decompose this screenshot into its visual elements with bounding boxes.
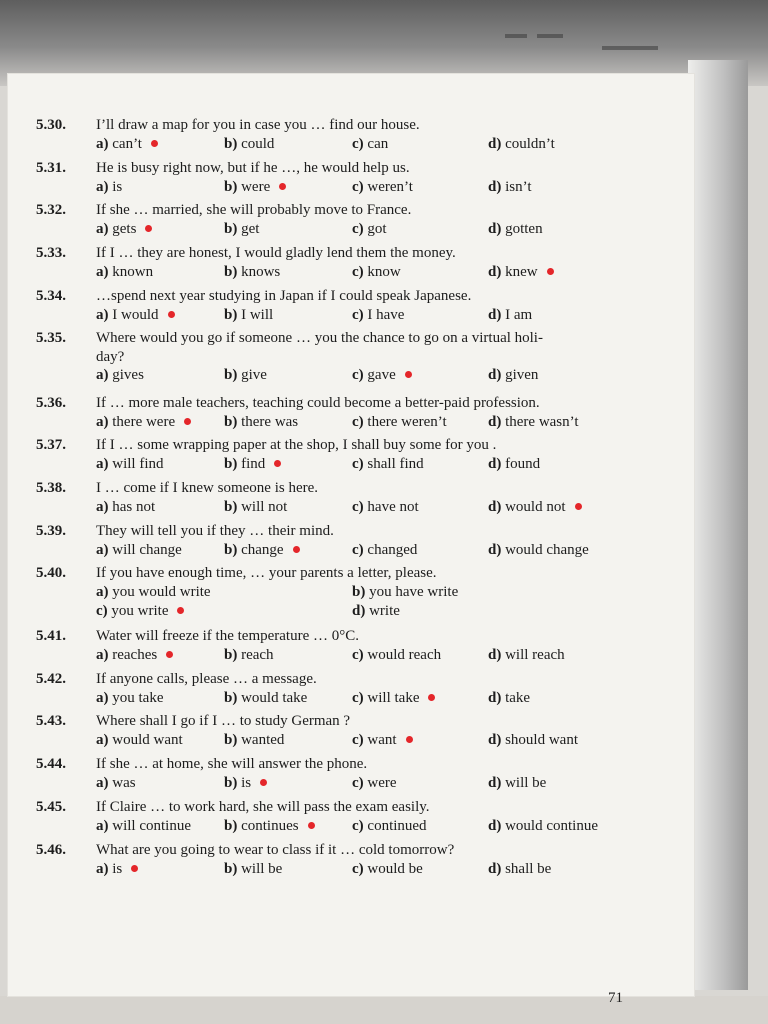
options-row [96,583,652,602]
question-number: 5.32. [36,202,66,218]
answer-option [96,178,122,197]
question-stem: If Claire … to work hard, she will pass the exam easily. [96,799,430,815]
answer-option [224,541,300,560]
option-text: has not [112,498,156,515]
answer-option [96,860,138,879]
option-letter: b) [352,583,366,600]
option-text: gives [112,367,144,383]
answer-option [352,689,435,708]
option-text: will change [112,541,182,558]
answer-mark-dot [405,371,412,378]
answer-option [96,366,144,385]
option-letter: c) [352,263,364,280]
options-row [96,220,652,239]
option-text: will take [367,689,420,706]
option-text: there wasn’t [505,413,579,430]
answer-option [488,455,540,474]
answer-option [488,860,551,879]
option-text: would take [241,689,308,706]
question-item [32,670,652,708]
answer-option [96,646,173,665]
option-letter: a) [96,774,109,791]
option-letter: b) [224,860,238,877]
question-number: 5.46. [36,842,66,858]
question-number: 5.34. [36,288,66,304]
option-text: gets [112,220,137,237]
answer-option [96,455,164,474]
option-letter: d) [488,220,502,237]
answer-mark-dot [260,779,267,786]
option-letter: c) [352,541,364,558]
option-text: reaches [112,646,158,663]
option-letter: b) [224,774,238,791]
option-text: write [369,602,400,619]
options-row [96,413,652,432]
answer-option [488,646,565,665]
option-text: is [241,774,252,791]
question-stem: What are you going to wear to class if it … cold tomorrow? [96,842,455,858]
answer-mark-dot [168,311,175,318]
option-text: would not [505,498,566,515]
option-letter: c) [352,498,364,515]
options-row [96,135,652,154]
question-number: 5.43. [36,713,66,729]
answer-option [96,602,184,621]
question-stem: If I … they are honest, I would gladly lend them the money. [96,245,456,261]
question-item [32,329,652,385]
option-text: there weren’t [367,413,447,430]
answer-option [352,413,447,432]
option-letter: c) [352,306,364,323]
option-letter: a) [96,583,109,600]
answer-option [488,263,554,282]
answer-option [488,178,532,197]
option-text: were [241,178,271,195]
option-text: found [505,455,541,472]
option-text: know [367,263,401,280]
option-text: will find [112,455,164,472]
option-letter: d) [488,306,502,323]
options-row [96,541,652,560]
answer-option [352,366,412,385]
question-number: 5.38. [36,480,66,496]
question-number: 5.35. [36,330,66,346]
option-letter: b) [224,413,238,430]
options-row [96,455,652,474]
question-number: 5.40. [36,565,66,581]
answer-option [96,817,191,836]
answer-option [224,263,280,282]
scan-header-artifact [505,34,527,38]
options-row [96,774,652,793]
answer-option [488,220,543,239]
question-number: 5.33. [36,245,66,261]
option-letter: d) [488,774,502,791]
option-letter: b) [224,178,238,195]
question-stem: If I … some wrapping paper at the shop, I shall buy some for you . [96,437,497,453]
question-stem: Water will freeze if the temperature … 0°C. [96,628,360,644]
option-letter: c) [352,220,364,237]
option-text: get [241,220,260,237]
answer-option [96,220,152,239]
option-letter: a) [96,689,109,706]
answer-option [96,413,191,432]
answer-option [224,306,273,325]
answer-mark-dot [279,183,286,190]
options-row [96,646,652,665]
option-letter: b) [224,367,238,383]
option-letter: d) [488,455,502,472]
question-item [32,841,652,879]
option-text: will not [241,498,288,515]
answer-option [352,860,423,879]
answer-mark-dot [151,140,158,147]
answer-option [488,689,530,708]
answer-mark-dot [406,736,413,743]
options-row [96,178,652,197]
answer-option [96,306,175,325]
option-letter: a) [96,178,109,195]
question-item [32,522,652,560]
option-letter: c) [352,817,364,834]
question-item [32,244,652,282]
answer-mark-dot [428,694,435,701]
answer-option [224,220,259,239]
option-text: would be [367,860,423,877]
question-stem: They will tell you if they … their mind. [96,523,334,539]
option-letter: c) [352,774,364,791]
options-row [96,817,652,836]
question-number: 5.42. [36,671,66,687]
answer-mark-dot [575,503,582,510]
question-item [32,755,652,793]
option-letter: d) [488,367,502,383]
answer-option [224,498,287,517]
answer-mark-dot [177,607,184,614]
option-letter: c) [352,413,364,430]
answer-option [352,541,417,560]
option-letter: a) [96,413,109,430]
option-letter: a) [96,731,109,748]
question-stem: If she … married, she will probably move to France. [96,202,412,218]
option-letter: a) [96,306,109,323]
option-letter: a) [96,263,109,280]
answer-option [96,689,163,708]
options-row [96,860,652,879]
options-row [96,498,652,517]
option-text: will continue [112,817,191,834]
answer-option [488,135,555,154]
answer-option [224,455,281,474]
option-letter: a) [96,220,109,237]
question-number: 5.41. [36,628,66,644]
answer-option [352,135,388,154]
option-letter: d) [488,731,502,748]
answer-option [96,263,153,282]
option-letter: a) [96,541,109,558]
options-row [96,306,652,325]
option-text: known [112,263,154,280]
answer-mark-dot [145,225,152,232]
question-stem: I … come if I knew someone is here. [96,480,319,496]
option-text: knows [241,263,281,280]
option-text: isn’t [505,178,532,195]
answer-option [224,817,315,836]
answer-mark-dot [131,865,138,872]
answer-option [224,774,267,793]
options-row [96,731,652,750]
answer-option [96,541,182,560]
option-letter: b) [224,306,238,323]
question-number: 5.30. [36,117,66,133]
option-text: is [112,860,123,877]
option-letter: b) [224,817,238,834]
answer-mark-dot [166,651,173,658]
question-stem: I’ll draw a map for you in case you … find our house. [96,117,420,133]
answer-option [488,306,532,325]
option-text: can [367,135,389,152]
answer-option [224,135,274,154]
question-item [32,436,652,474]
option-text: was [112,774,136,791]
question-item [32,627,652,665]
options-row [96,263,652,282]
option-letter: c) [352,135,364,152]
answer-option [352,498,419,517]
options-row [96,602,652,621]
option-text: given [505,367,539,383]
answer-mark-dot [308,822,315,829]
option-text: would want [112,731,183,748]
option-text: you have write [369,583,459,600]
answer-option [96,731,183,750]
answer-option [488,498,582,517]
answer-option [488,366,538,385]
question-item [32,287,652,325]
option-letter: b) [224,220,238,237]
answer-option [224,731,284,750]
option-text: will be [241,860,283,877]
book-page [8,74,694,1006]
option-text: there were [112,413,176,430]
answer-mark-dot [293,546,300,553]
option-letter: b) [224,731,238,748]
answer-option [352,774,397,793]
option-letter: a) [96,367,109,383]
scan-header-artifact [537,34,563,38]
option-text: shall find [367,455,424,472]
answer-option [224,413,298,432]
option-letter: d) [488,689,502,706]
option-letter: c) [352,455,364,472]
option-text: you would write [112,583,211,600]
answer-option [352,646,441,665]
answer-mark-dot [184,418,191,425]
answer-option [352,178,413,197]
option-text: I am [505,306,533,323]
answer-option [96,135,158,154]
option-letter: d) [488,646,502,663]
option-text: were [367,774,397,791]
option-text: give [241,367,267,383]
option-letter: b) [224,263,238,280]
answer-option [488,541,589,560]
options-row [96,689,652,708]
answer-option [96,774,136,793]
answer-option [96,498,155,517]
answer-option [224,689,307,708]
option-letter: c) [352,367,364,383]
option-text: I have [367,306,405,323]
answer-option [352,817,427,836]
option-letter: b) [224,498,238,515]
answer-option [96,583,211,602]
page-number: 71 [608,990,623,1006]
option-letter: c) [352,646,364,663]
question-item [32,201,652,239]
question-stem: day? [96,348,125,365]
option-letter: d) [488,413,502,430]
option-text: got [367,220,387,237]
answer-option [488,774,546,793]
option-text: I would [112,306,159,323]
question-number: 5.44. [36,756,66,772]
question-number: 5.36. [36,395,66,411]
option-text: want [367,731,397,748]
option-letter: a) [96,860,109,877]
answer-option [352,731,413,750]
question-number: 5.45. [36,799,66,815]
option-text: take [505,689,531,706]
option-letter: d) [488,860,502,877]
question-stem: If you have enough time, … your parents a letter, please. [96,565,437,581]
option-text: I will [241,306,274,323]
option-letter: c) [352,860,364,877]
option-letter: a) [96,817,109,834]
option-text: should want [505,731,579,748]
option-text: could [241,135,275,152]
question-item [32,394,652,432]
answer-option [224,178,286,197]
option-text: would continue [505,817,598,834]
option-text: would reach [367,646,442,663]
question-stem: Where would you go if someone … you the chance to go on a virtual holi- [96,330,543,346]
question-stem: He is busy right now, but if he …, he would help us. [96,160,410,176]
option-text: find [241,455,266,472]
question-item [32,564,652,621]
option-text: weren’t [367,178,413,195]
question-stem: If … more male teachers, teaching could become a better-paid profession. [96,395,540,411]
option-text: you take [112,689,164,706]
answer-option [352,263,401,282]
option-letter: b) [224,689,238,706]
answer-option [488,731,578,750]
option-letter: c) [352,731,364,748]
question-item [32,479,652,517]
question-stem: If anyone calls, please … a message. [96,671,317,687]
option-text: continued [367,817,427,834]
question-number: 5.31. [36,160,66,176]
option-letter: d) [488,135,502,152]
option-text: couldn’t [505,135,555,152]
question-number: 5.37. [36,437,66,453]
answer-option [224,860,282,879]
scan-bottom-edge [0,996,768,1024]
options-row [96,366,652,385]
question-item [32,712,652,750]
answer-mark-dot [547,268,554,275]
option-text: would change [505,541,589,558]
option-text: will reach [505,646,565,663]
option-letter: d) [488,178,502,195]
question-stem: If she … at home, she will answer the phone. [96,756,368,772]
answer-option [352,220,387,239]
option-letter: d) [488,541,502,558]
option-text: gave [367,367,396,383]
question-item [32,798,652,836]
answer-option [224,646,274,665]
option-letter: d) [488,498,502,515]
option-letter: a) [96,646,109,663]
option-text: continues [241,817,299,834]
option-text: is [112,178,123,195]
option-letter: b) [224,646,238,663]
scan-header-artifact [602,46,658,50]
answer-option [352,583,458,602]
option-letter: a) [96,455,109,472]
option-text: knew [505,263,538,280]
option-text: changed [367,541,418,558]
option-text: reach [241,646,274,663]
option-text: there was [241,413,299,430]
answer-option [352,455,424,474]
option-text: have not [367,498,419,515]
option-text: gotten [505,220,543,237]
page-binding-shadow [688,60,748,990]
option-letter: d) [488,263,502,280]
answer-option [352,306,404,325]
option-text: wanted [241,731,285,748]
question-item [32,159,652,197]
question-item [32,116,652,154]
option-text: will be [505,774,547,791]
option-letter: b) [224,541,238,558]
option-text: can’t [112,135,142,152]
option-letter: d) [488,817,502,834]
option-letter: b) [224,135,238,152]
option-letter: c) [352,689,364,706]
answer-mark-dot [274,460,281,467]
question-number: 5.39. [36,523,66,539]
option-text: you write [111,602,169,619]
option-text: change [241,541,284,558]
option-letter: c) [352,178,364,195]
option-letter: d) [352,602,366,619]
question-stem: …spend next year studying in Japan if I could speak Japanese. [96,288,472,304]
option-letter: a) [96,498,109,515]
answer-option [224,366,267,385]
option-text: shall be [505,860,552,877]
answer-option [488,413,579,432]
option-letter: b) [224,455,238,472]
option-letter: c) [96,602,108,619]
answer-option [488,817,598,836]
option-letter: a) [96,135,109,152]
answer-option [352,602,400,621]
question-stem: Where shall I go if I … to study German ? [96,713,351,729]
